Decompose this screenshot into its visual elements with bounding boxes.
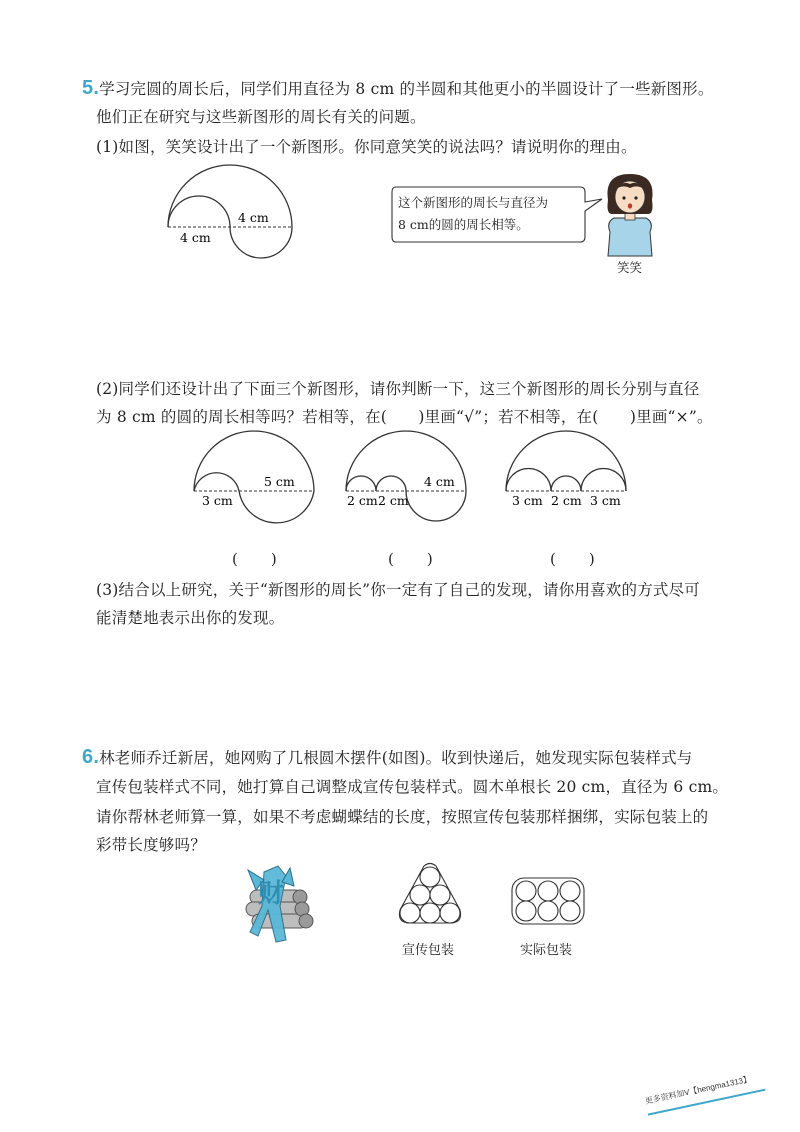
figb-upper-arc-1 bbox=[346, 476, 376, 491]
caption-actual: 实际包装 bbox=[520, 943, 573, 958]
figc-large-arc bbox=[506, 431, 626, 491]
character-name: 笑笑 bbox=[617, 260, 643, 275]
fig1-large-arc bbox=[168, 165, 292, 227]
figa-upper-arc bbox=[194, 473, 239, 491]
bubble-line-2: 8 cm的圆的周长相等。 bbox=[398, 217, 529, 232]
q6-line1 bbox=[82, 746, 693, 769]
figc-upper-arc-3 bbox=[581, 469, 626, 492]
figc-label-3: 3 cm bbox=[590, 493, 621, 508]
q5-part1: (1)如图，笑笑设计出了一个新图形。你同意笑笑的说法吗？请说明你的理由。 bbox=[96, 138, 637, 156]
q5-intro-text-1: 学习完圆的周长后，同学们用直径为 8 cm 的半圆和其他更小的半圆设计了一些新图形。 bbox=[99, 80, 714, 98]
figure-b bbox=[338, 430, 488, 540]
figc-upper-arc-2 bbox=[551, 476, 581, 491]
figb-label-2: 2 cm bbox=[378, 493, 409, 508]
q6-number: 6. bbox=[82, 746, 100, 768]
q5-number: 5. bbox=[82, 77, 100, 99]
fig1-small-upper-arc bbox=[168, 196, 230, 227]
q5-part2-line2: 为 8 cm 的圆的周长相等吗？若相等，在( )里画“√”；若不相等，在( )里画“×”。 bbox=[96, 408, 713, 426]
caption-promotional: 宣传包装 bbox=[402, 943, 455, 958]
figc-label-1: 3 cm bbox=[512, 493, 543, 508]
answer-bracket-a[interactable]: ( ) bbox=[232, 550, 278, 568]
figb-label-1: 2 cm bbox=[347, 493, 378, 508]
figb-label-right: 4 cm bbox=[424, 474, 455, 489]
q6-text-1: 林老师乔迁新居，她网购了几根圆木摆件(如图)。收到快递后，她发现实际包装样式与 bbox=[99, 749, 693, 767]
q5-part2-line1: (2)同学们还设计出了下面三个新图形，请你判断一下，这三个新图形的周长分别与直径 bbox=[96, 380, 700, 398]
q6-line3: 请你帮林老师算一算，如果不考虑蝴蝶结的长度，按照宣传包装那样捆绑，实际包装上的 bbox=[96, 808, 709, 826]
actual-packaging-diagram bbox=[508, 874, 588, 930]
fig1-label-left: 4 cm bbox=[180, 230, 211, 245]
answer-bracket-c[interactable]: ( ) bbox=[550, 550, 596, 568]
figa-label-right: 5 cm bbox=[264, 474, 295, 489]
q5-intro-line2: 他们正在研究与这些新图形的周长有关的问题。 bbox=[96, 108, 426, 126]
q5-part3-line1: (3)结合以上研究，关于“新图形的周长”你一定有了自己的发现，请你用喜欢的方式尽可 bbox=[96, 581, 701, 599]
figure-c bbox=[498, 430, 648, 540]
fig1-label-right: 4 cm bbox=[238, 210, 269, 225]
girl-character-illustration bbox=[598, 170, 662, 258]
q6-line4: 彩带长度够吗？ bbox=[96, 836, 206, 854]
footer-watermark: 更多资料加V【hengma1313】 bbox=[644, 1071, 766, 1116]
bubble-text bbox=[398, 192, 548, 236]
q5-intro-line1 bbox=[82, 77, 714, 100]
bubble-line-1: 这个新图形的周长与直径为 bbox=[398, 195, 549, 210]
wood-logs-gift-illustration bbox=[228, 862, 323, 944]
figb-upper-arc-2 bbox=[376, 476, 406, 491]
figure-1 bbox=[160, 160, 300, 270]
figa-label-left: 3 cm bbox=[202, 493, 233, 508]
figc-label-2: 2 cm bbox=[551, 493, 582, 508]
figa-lower-arc bbox=[239, 491, 314, 523]
fig1-small-lower-arc bbox=[230, 227, 292, 258]
q5-part3-line2: 能清楚地表示出你的发现。 bbox=[96, 609, 285, 627]
figure-a bbox=[186, 430, 336, 540]
figb-lower-arc bbox=[406, 491, 466, 521]
figa-large-arc bbox=[194, 431, 314, 491]
q6-line2: 宣传包装样式不同，她打算自己调整成宣传包装样式。圆木单根长 20 cm，直径为 6 cm。 bbox=[96, 778, 729, 796]
figc-upper-arc-1 bbox=[506, 469, 551, 492]
promotional-packaging-diagram bbox=[394, 860, 466, 932]
gift-glyph: 财 bbox=[258, 879, 285, 909]
answer-bracket-b[interactable]: ( ) bbox=[388, 550, 434, 568]
